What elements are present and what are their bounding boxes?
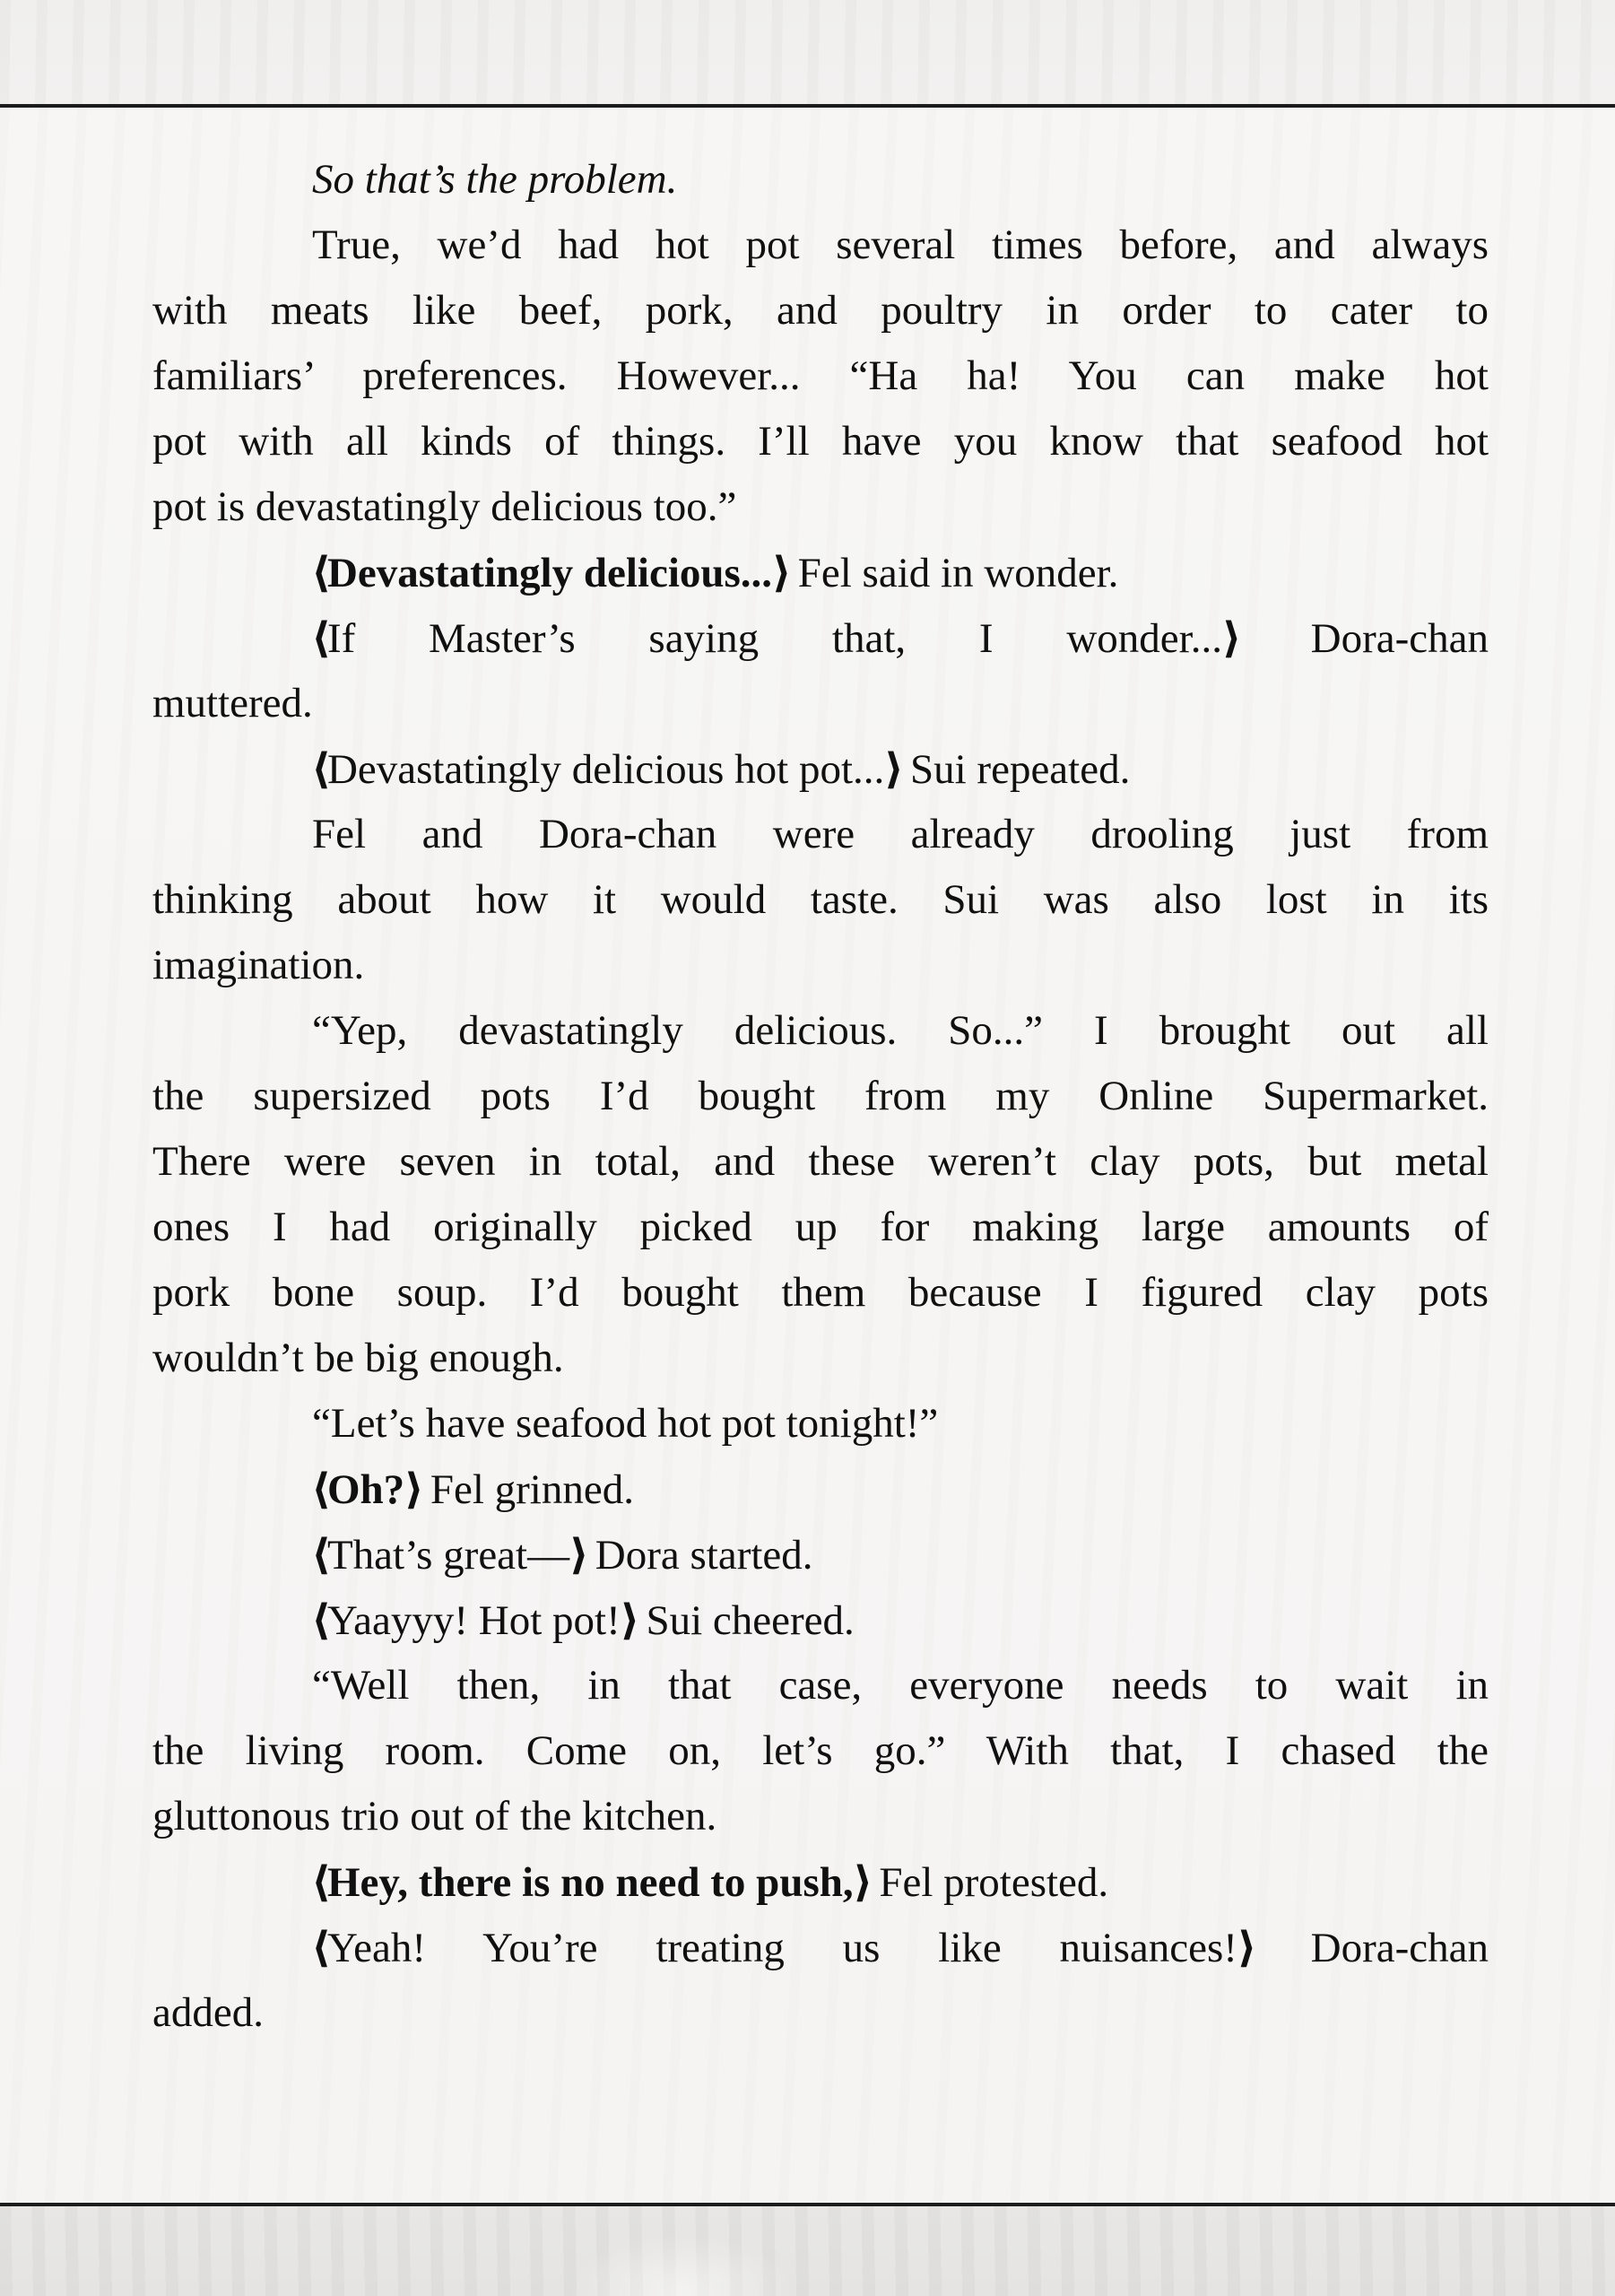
text-column xyxy=(152,147,1489,2046)
text-line: ⟨⟨ Yeah! You’re treating us like nuisances!⟩⟩ Dora-chan xyxy=(312,1923,1489,1972)
close-double-angle-bracket: ⟩⟩ xyxy=(569,1530,574,1579)
page-bottom-margin xyxy=(0,2203,1615,2296)
text-line: ⟨⟨ That’s great—⟩⟩ Dora started. xyxy=(312,1530,813,1579)
text-line: ones I had originally picked up for making large amounts of xyxy=(152,1204,1489,1250)
text-line: pork bone soup. I’d bought them because I figured clay pots xyxy=(152,1269,1489,1316)
text-line: ⟨⟨ Hey, there is no need to push,⟩⟩ Fel protested. xyxy=(312,1857,1109,1907)
text-line: “Yep, devastatingly delicious. So...” I brought out all xyxy=(312,1007,1489,1054)
open-double-angle-bracket: ⟨⟨ xyxy=(312,613,317,663)
text-line: gluttonous trio out of the kitchen. xyxy=(152,1793,717,1839)
text-line: the living room. Come on, let’s go.” With that, I chased the xyxy=(152,1727,1489,1774)
close-double-angle-bracket: ⟩⟩ xyxy=(772,548,777,597)
open-double-angle-bracket: ⟨⟨ xyxy=(312,1596,317,1645)
close-double-angle-bracket: ⟩⟩ xyxy=(404,1465,409,1514)
close-double-angle-bracket: ⟩⟩ xyxy=(1221,613,1227,663)
open-double-angle-bracket: ⟨⟨ xyxy=(312,1857,317,1907)
text-line: added. xyxy=(152,1989,264,2036)
text-line: Fel and Dora-chan were already drooling just from xyxy=(312,811,1489,857)
page-top-margin xyxy=(0,0,1615,108)
close-double-angle-bracket: ⟩⟩ xyxy=(853,1857,858,1907)
close-double-angle-bracket: ⟩⟩ xyxy=(884,744,890,794)
text-line: pot with all kinds of things. I’ll have you know that seafood hot xyxy=(152,418,1489,465)
text-line: with meats like beef, pork, and poultry in order to cater to xyxy=(152,287,1489,334)
text-line: There were seven in total, and these weren’t clay pots, but metal xyxy=(152,1138,1489,1185)
text-line: familiars’ preferences. However... “Ha ha! You can make hot xyxy=(152,352,1489,399)
text-line: pot is devastatingly delicious too.” xyxy=(152,483,737,530)
text-line: “Well then, in that case, everyone needs to wait in xyxy=(312,1662,1489,1709)
text-line: the supersized pots I’d bought from my Online Supermarket. xyxy=(152,1073,1489,1119)
open-double-angle-bracket: ⟨⟨ xyxy=(312,548,317,597)
text-line: True, we’d had hot pot several times before, and always xyxy=(312,222,1489,268)
close-double-angle-bracket: ⟩⟩ xyxy=(620,1596,625,1645)
open-double-angle-bracket: ⟨⟨ xyxy=(312,1530,317,1579)
text-line: “Let’s have seafood hot pot tonight!” xyxy=(312,1400,939,1447)
text-line: imagination. xyxy=(152,942,365,988)
open-double-angle-bracket: ⟨⟨ xyxy=(312,1923,317,1972)
open-double-angle-bracket: ⟨⟨ xyxy=(312,744,317,794)
close-double-angle-bracket: ⟩⟩ xyxy=(1237,1923,1242,1972)
text-line: wouldn’t be big enough. xyxy=(152,1335,564,1381)
text-line: ⟨⟨ Devastatingly delicious hot pot...⟩⟩ Sui repeated. xyxy=(312,744,1131,794)
text-line: ⟨⟨ Yaayyy! Hot pot!⟩⟩ Sui cheered. xyxy=(312,1596,855,1645)
text-line: muttered. xyxy=(152,680,313,726)
text-line: thinking about how it would taste. Sui was also lost in its xyxy=(152,876,1489,923)
text-line: ⟨⟨ Oh?⟩⟩ Fel grinned. xyxy=(312,1465,634,1514)
page-body[interactable] xyxy=(0,108,1615,2203)
open-double-angle-bracket: ⟨⟨ xyxy=(312,1465,317,1514)
text-line: ⟨⟨ If Master’s saying that, I wonder...⟩⟩ Dora-chan xyxy=(312,613,1489,663)
text-line: ⟨⟨ Devastatingly delicious...⟩⟩ Fel said in wonder. xyxy=(312,548,1119,597)
text-line: So that’s the problem. xyxy=(312,156,678,203)
